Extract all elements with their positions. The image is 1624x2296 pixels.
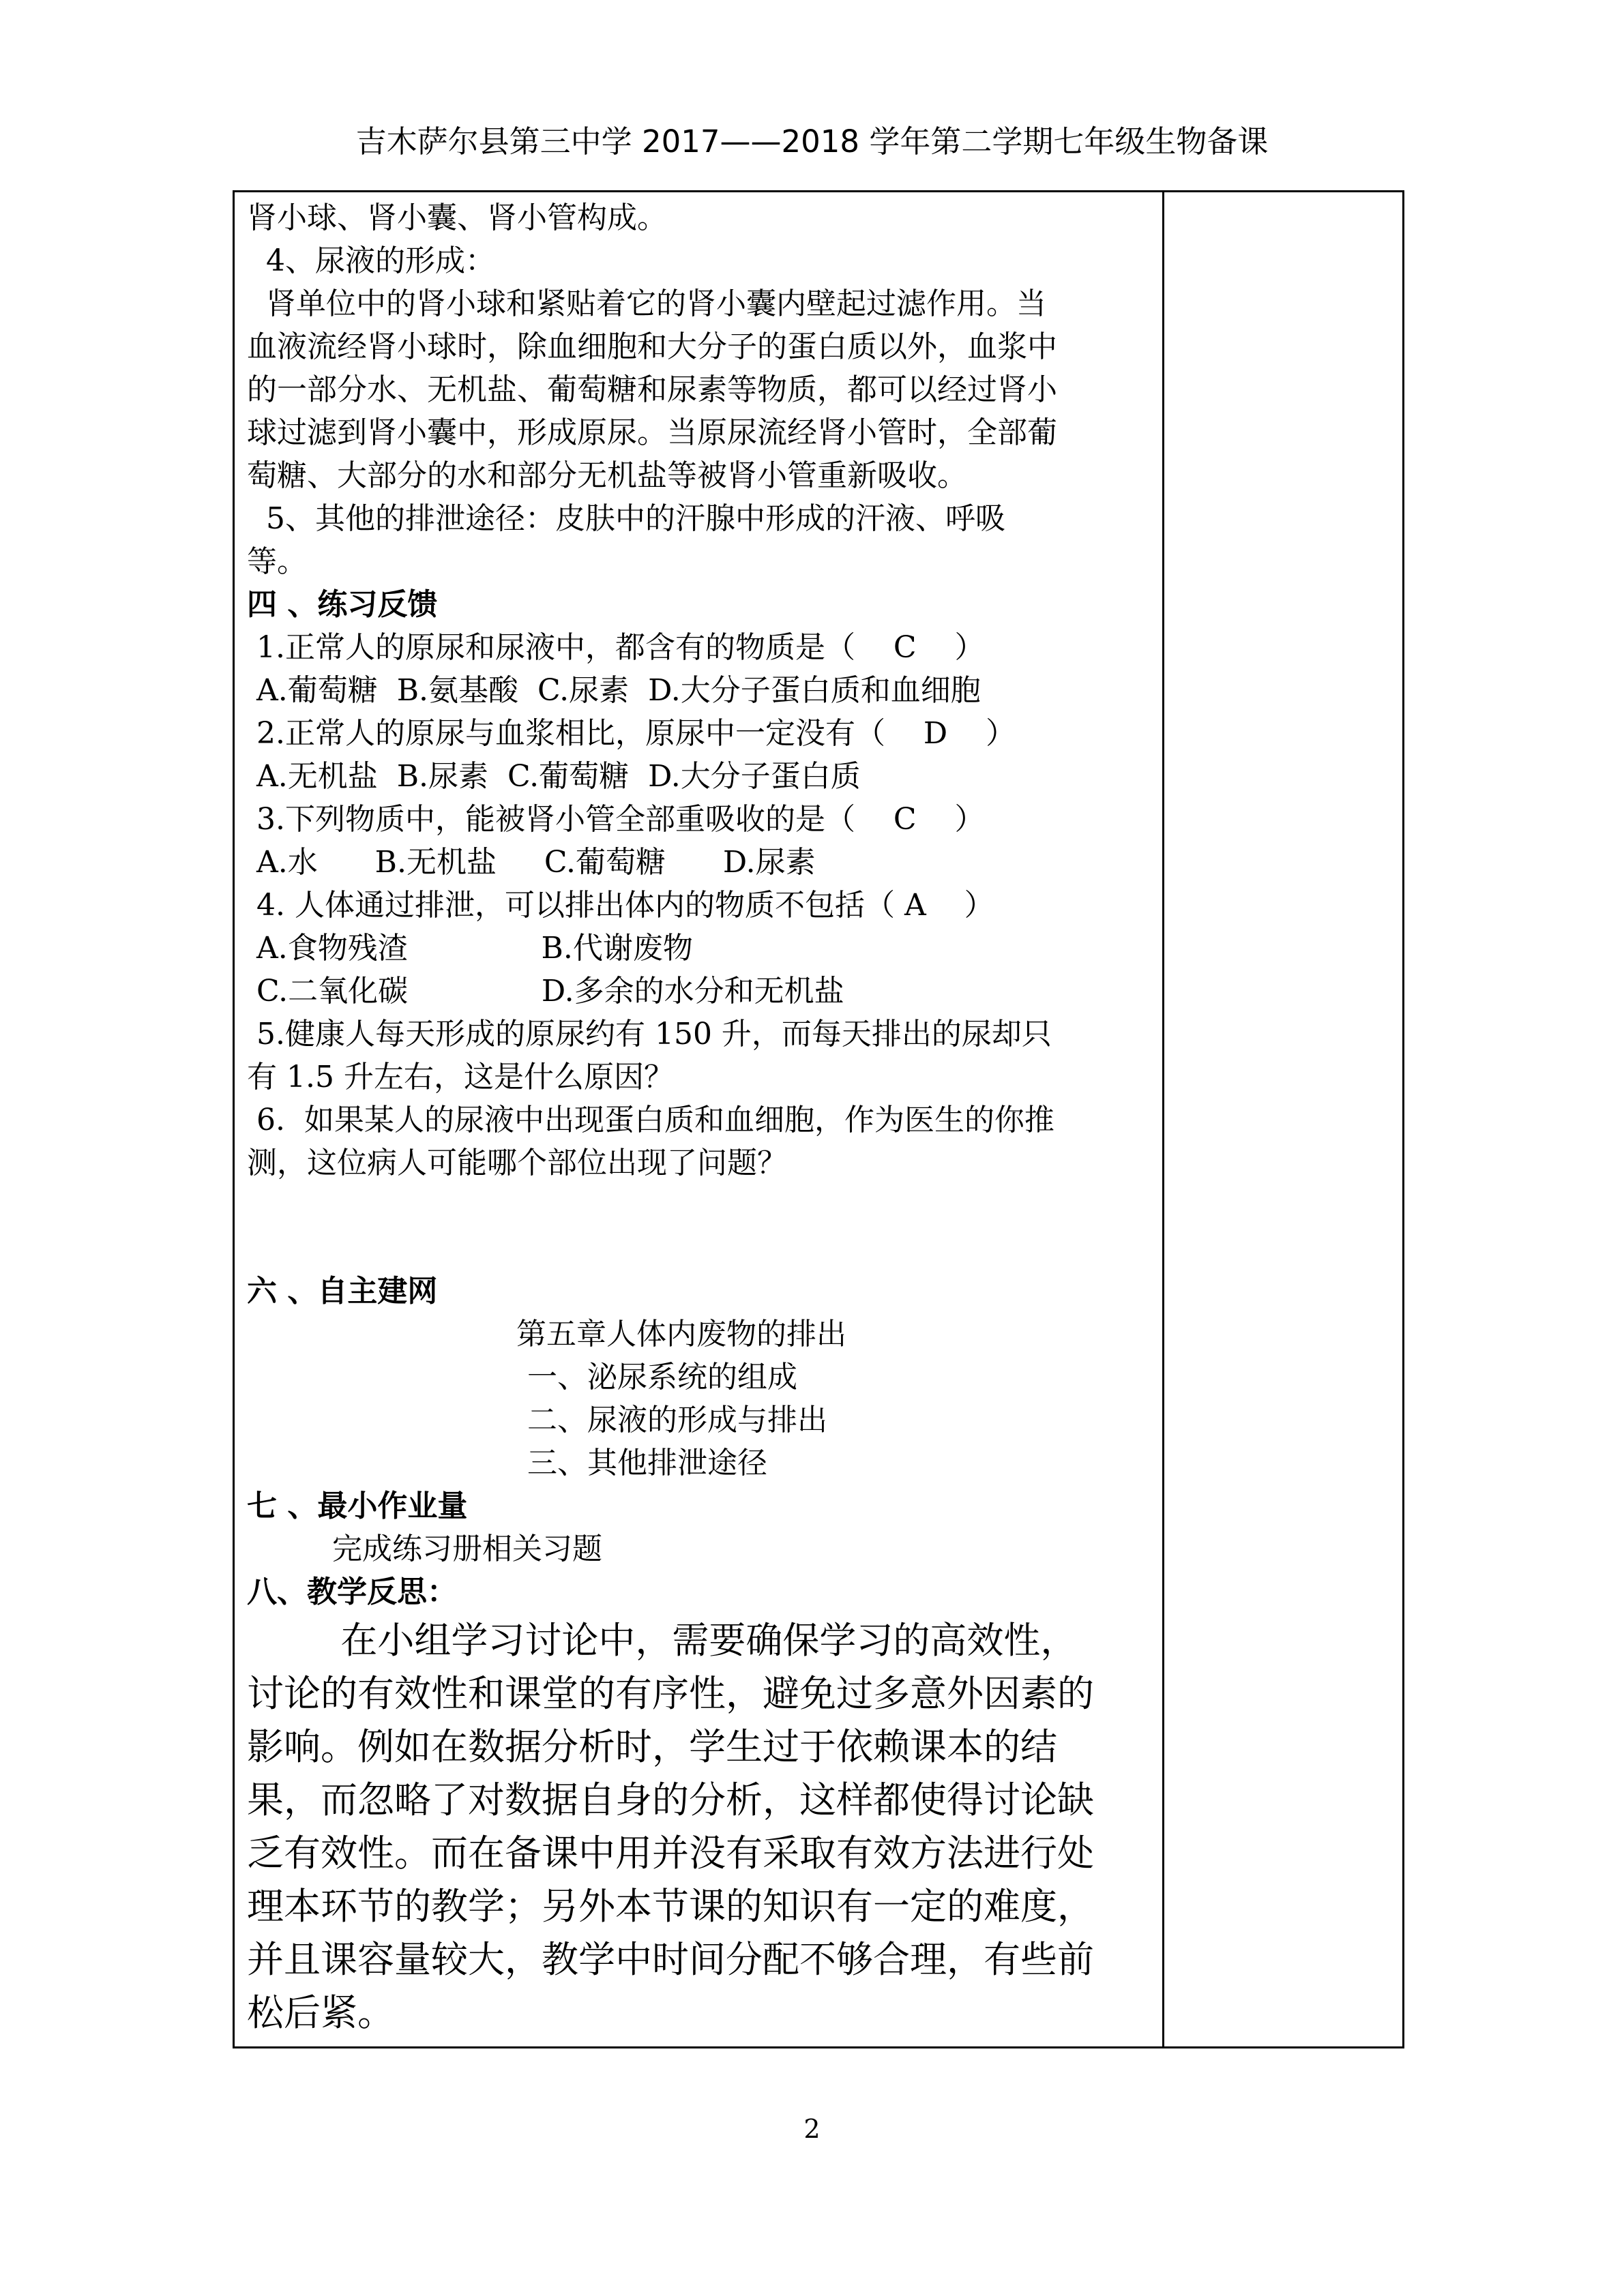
- exercise-line: 1.正常人的原尿和尿液中，都含有的物质是（ C ）: [247, 630, 985, 665]
- exercise-line: A.无机盐 B.尿素 C.葡萄糖 D.大分子蛋白质: [247, 759, 861, 794]
- content-line: 萄糖、大部分的水和部分无机盐等被肾小管重新吸收。: [247, 458, 967, 493]
- exercise-line: 5.健康人每天形成的原尿约有 150 升，而每天排出的尿却只: [247, 1017, 1052, 1052]
- reflection-line: 并且课容量较大，教学中时间分配不够合理，有些前: [247, 1938, 1094, 1981]
- exercise-line: C.二氧化碳 D.多余的水分和无机盐: [247, 974, 844, 1009]
- content-line: 的一部分水、无机盐、葡萄糖和尿素等物质，都可以经过肾小: [247, 372, 1057, 407]
- content-line: 肾小球、肾小囊、肾小管构成。: [247, 200, 667, 235]
- reflection-line: 理本环节的教学；另外本节课的知识有一定的难度，: [247, 1885, 1094, 1928]
- content-line: 球过滤到肾小囊中，形成原尿。当原尿流经肾小管时，全部葡: [247, 415, 1057, 450]
- reflection-line: 乏有效性。而在备课中用并没有采取有效方法进行处: [247, 1832, 1094, 1875]
- network-item: 三、其他排泄途径: [527, 1446, 767, 1480]
- content-line: 血液流经肾小球时，除血细胞和大分子的蛋白质以外，血浆中: [247, 329, 1057, 364]
- exercise-line: A.水 B.无机盐 C.葡萄糖 D.尿素: [247, 845, 816, 880]
- exercise-line: A.葡萄糖 B.氨基酸 C.尿素 D.大分子蛋白质和血细胞: [247, 673, 981, 708]
- section-heading-reflection: 八、教学反思：: [247, 1575, 457, 1609]
- exercise-line: 测，这位病人可能哪个部位出现了问题？: [247, 1146, 787, 1180]
- homework-text: 完成练习册相关习题: [332, 1532, 602, 1566]
- content-line: 肾单位中的肾小球和紧贴着它的肾小囊内壁起过滤作用。当: [247, 286, 1046, 321]
- content-line: 等。: [247, 544, 307, 579]
- reflection-line: 松后紧。: [247, 1991, 394, 2034]
- section-heading-homework: 七 、最小作业量: [247, 1489, 468, 1523]
- reflection-line: 在小组学习讨论中，需要确保学习的高效性，: [247, 1619, 1078, 1662]
- page-number: 2: [803, 2114, 821, 2144]
- network-title: 第五章人体内废物的排出: [516, 1317, 846, 1352]
- network-item: 一、泌尿系统的组成: [527, 1360, 797, 1395]
- reflection-line: 果，而忽略了对数据自身的分析，这样都使得讨论缺: [247, 1778, 1094, 1821]
- reflection-line: 讨论的有效性和课堂的有序性，避免过多意外因素的: [247, 1672, 1094, 1715]
- section-heading-network: 六 、自主建网: [247, 1274, 438, 1309]
- content-line: 5、其他的排泄途径：皮肤中的汗腺中形成的汗液、呼吸: [247, 501, 1005, 536]
- exercise-line: 3.下列物质中，能被肾小管全部重吸收的是（ C ）: [247, 802, 985, 837]
- network-item: 二、尿液的形成与排出: [527, 1403, 827, 1437]
- content-line: 4、尿液的形成：: [247, 243, 495, 278]
- exercise-line: 6. 如果某人的尿液中出现蛋白质和血细胞，作为医生的你推: [247, 1103, 1054, 1137]
- section-heading-practice: 四 、练习反馈: [247, 587, 438, 622]
- reflection-line: 影响。例如在数据分析时，学生过于依赖课本的结: [247, 1725, 1057, 1768]
- exercise-line: A.食物残渣 B.代谢废物: [247, 931, 693, 966]
- exercise-line: 有 1.5 升左右，这是什么原因？: [247, 1060, 674, 1094]
- page-header: 吉木萨尔县第三中学 2017——2018 学年第二学期七年级生物备课: [355, 123, 1269, 160]
- table-column-divider: [1162, 190, 1164, 2048]
- exercise-line: 2.正常人的原尿与血浆相比，原尿中一定没有（ D ）: [247, 716, 1016, 751]
- exercise-line: 4. 人体通过排泄，可以排出体内的物质不包括（ A ）: [247, 888, 994, 923]
